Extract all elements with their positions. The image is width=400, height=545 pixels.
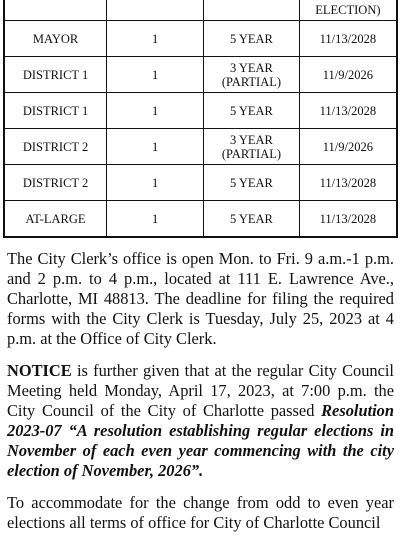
table-row [4, 201, 397, 238]
seats-cell: 1 [107, 93, 204, 129]
accommodate-paragraph: To accommodate for the change from odd to even year elections all terms of office for City of Charlotte Council [7, 493, 394, 532]
office-cell: DISTRICT 2 [4, 129, 107, 165]
expires-cell: 11/13/2028 [299, 93, 397, 129]
table-header-row [4, 0, 397, 21]
term-length: 5 YEAR [229, 103, 273, 118]
term-cell [204, 165, 300, 201]
table-row [4, 21, 397, 57]
header-cell-seats [107, 0, 204, 21]
table-row [4, 57, 397, 93]
office-cell: AT-LARGE [4, 201, 107, 238]
resolution-title: Resolution 2023-07 “A resolution establishing regular elections in November of each even year commencing with the city election of November, 2026”. [7, 401, 394, 480]
seats-cell: 1 [107, 165, 204, 201]
table-row [4, 93, 397, 129]
expires-cell: 11/13/2028 [299, 21, 397, 57]
expires-cell: 11/9/2026 [299, 129, 397, 165]
expires-cell: 11/13/2028 [299, 201, 397, 238]
seats-cell: 1 [107, 57, 204, 93]
office-cell: MAYOR [4, 21, 107, 57]
office-hours-paragraph: The City Clerk’s office is open Mon. to Fri. 9 a.m.-1 p.m. and 2 p.m. to 4 p.m., located at 111 E. Lawrence Ave., Charlotte, MI 48813. The deadline for filing the required forms with the City Clerk is Tuesday, July 25, 2023 at 4 p.m. at the Office of City Clerk. [7, 249, 394, 348]
seats-cell: 1 [107, 201, 204, 238]
term-cell [204, 201, 300, 238]
notice-text [7, 249, 394, 545]
notice-body: is further given that at the regular City Council Meeting held Monday, April 17, 2023, at 7:00 p.m. the City Council of the City of Charlotte passed [7, 361, 394, 420]
term-length: 3 YEAR [229, 60, 273, 75]
header-cell-term [204, 0, 300, 21]
expires-cell: 11/9/2026 [299, 57, 397, 93]
table-row [4, 129, 397, 165]
term-cell [204, 93, 300, 129]
term-cell [204, 21, 300, 57]
term-qualifier: (PARTIAL) [221, 146, 282, 161]
office-cell: DISTRICT 1 [4, 93, 107, 129]
term-qualifier: (PARTIAL) [221, 74, 282, 89]
table-row [4, 165, 397, 201]
notice-paragraph [7, 361, 394, 481]
notice-label: NOTICE [7, 361, 72, 380]
term-length: 5 YEAR [229, 175, 273, 190]
header-cell-office [4, 0, 107, 21]
term-cell [204, 57, 300, 93]
offices-table [3, 0, 398, 238]
seats-cell: 1 [107, 129, 204, 165]
office-cell: DISTRICT 1 [4, 57, 107, 93]
header-cell-expires: ELECTION) [299, 0, 397, 21]
office-cell: DISTRICT 2 [4, 165, 107, 201]
seats-cell: 1 [107, 21, 204, 57]
expires-cell: 11/13/2028 [299, 165, 397, 201]
term-length: 3 YEAR [229, 132, 273, 147]
term-cell [204, 129, 300, 165]
term-length: 5 YEAR [229, 31, 273, 46]
term-length: 5 YEAR [229, 211, 273, 226]
